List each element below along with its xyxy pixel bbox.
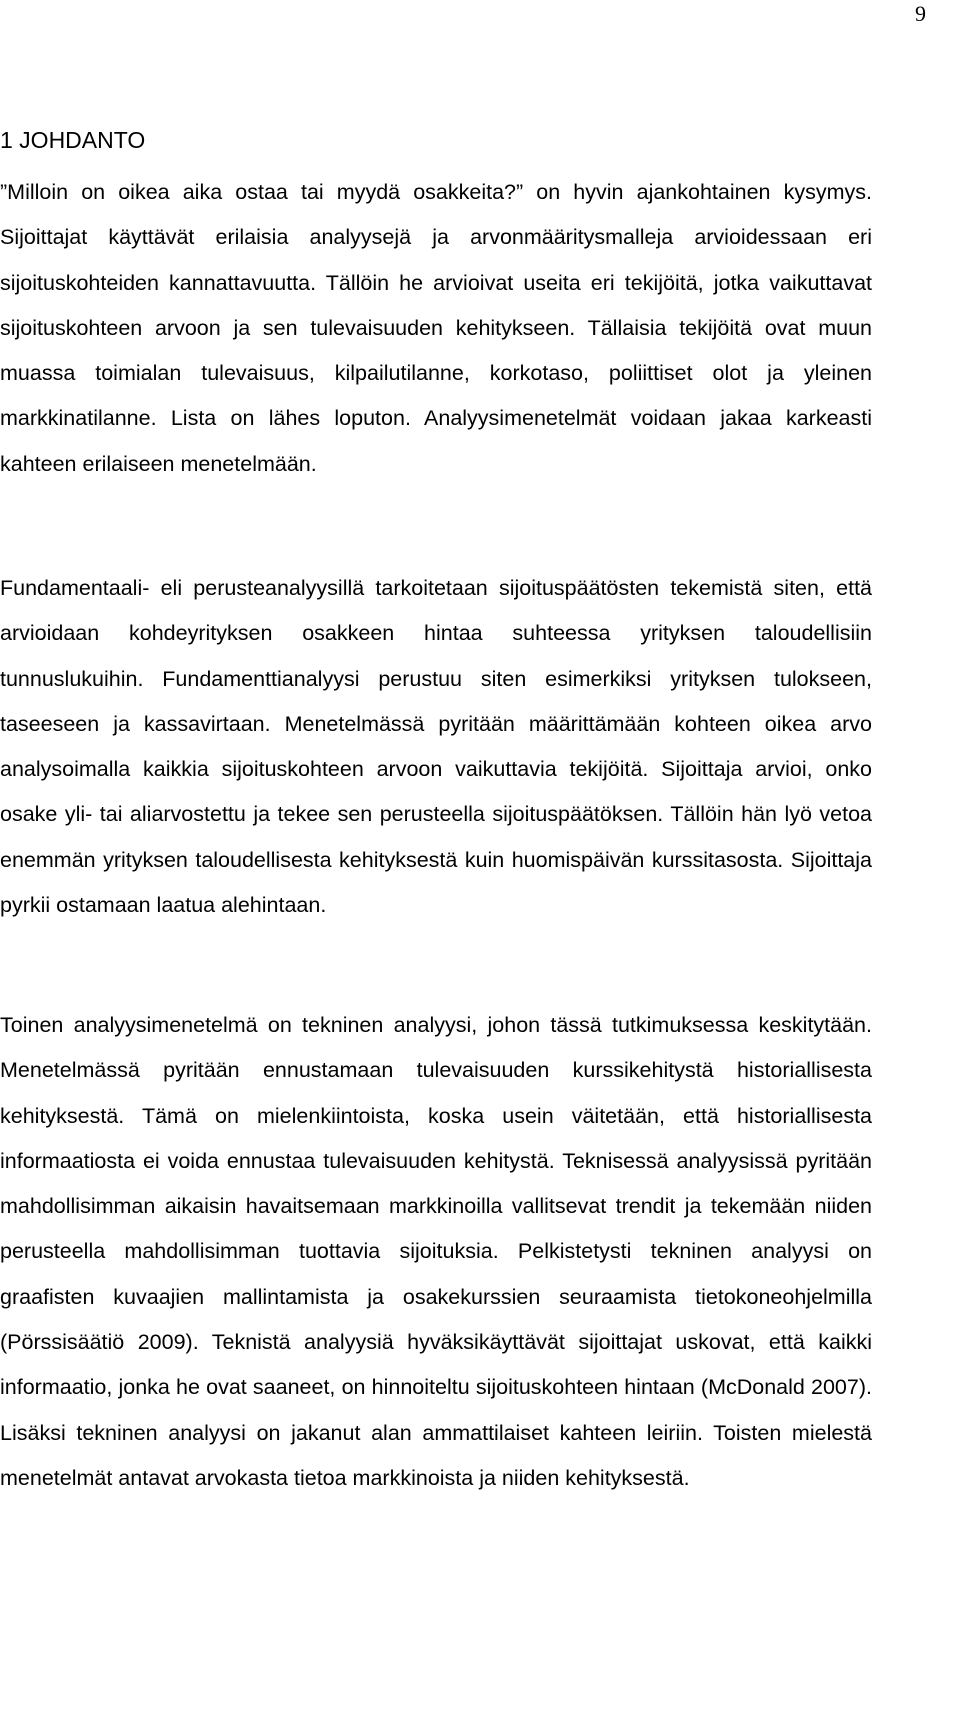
body-paragraph-3: Toinen analyysimenetelmä on tekninen analyysi, johon tässä tutkimuksessa keskitytään. Menetelmässä pyritään ennustamaan tulevaisuuden kurssikehitystä historiallisesta kehityksestä. Tämä on mielenkiintoista, koska usein väitetään, että historiallisesta informaatiosta ei voida ennustaa tulevaisuuden kehitystä. Teknisessä analyysissä pyritään mahdollisimman aikaisin havaitsemaan markkinoilla vallitsevat trendit ja tekemään niiden perusteella mahdollisimman tuottavia sijoituksia. Pelkistetysti tekninen analyysi on graafisten kuvaajien mallintamista ja osakekurssien seuraamista tietokoneohjelmilla (Pörssisäätiö 2009). Teknistä analyysiä hyväksikäyttävät sijoittajat uskovat, että kaikki informaatio, jonka he ovat saaneet, on hinnoiteltu sijoituskohteen hintaan (McDonald 2007). Lisäksi tekninen analyysi on jakanut alan ammattilaiset kahteen leiriin. Toisten mielestä menetelmät antavat arvokasta tietoa markkinoista ja niiden kehityksestä. bbox=[0, 1013, 872, 1490]
body-paragraph-1: ”Milloin on oikea aika ostaa tai myydä osakkeita?” on hyvin ajankohtainen kysymys. Sijoittajat käyttävät erilaisia analyysejä ja arvonmääritysmalleja arvioidessaan eri sijoituskohteiden kannattavuutta. Tällöin he arvioivat useita eri tekijöitä, jotka vaikuttavat sijoituskohteen arvoon ja sen tulevaisuuden kehitykseen. Tällaisia tekijöitä ovat muun muassa toimialan tulevaisuus, kilpailutilanne, korkotaso, poliittiset olot ja yleinen markkinatilanne. Lista on lähes loputon. Analyysimenetelmät voidaan jakaa karkeasti kahteen erilaiseen menetelmään. bbox=[0, 180, 872, 476]
page-number: 9 bbox=[915, 1, 926, 26]
body-paragraph-2: Fundamentaali- eli perusteanalyysillä tarkoitetaan sijoituspäätösten tekemistä siten, että arvioidaan kohdeyrityksen osakkeen hintaa suhteessa yrityksen taloudellisiin tunnuslukuihin. Fundamenttianalyysi perustuu siten esimerkiksi yrityksen tulokseen, taseeseen ja kassavirtaan. Menetelmässä pyritään määrittämään kohteen oikea arvo analysoimalla kaikkia sijoituskohteen arvoon vaikuttavia tekijöitä. Sijoittaja arvioi, onko osake yli- tai aliarvostettu ja tekee sen perusteella sijoituspäätöksen. Tällöin hän lyö vetoa enemmän yrityksen taloudellisesta kehityksestä kuin huomispäivän kurssitasosta. Sijoittaja pyrkii ostamaan laatua alehintaan. bbox=[0, 576, 872, 918]
chapter-heading: 1 JOHDANTO bbox=[0, 127, 146, 153]
